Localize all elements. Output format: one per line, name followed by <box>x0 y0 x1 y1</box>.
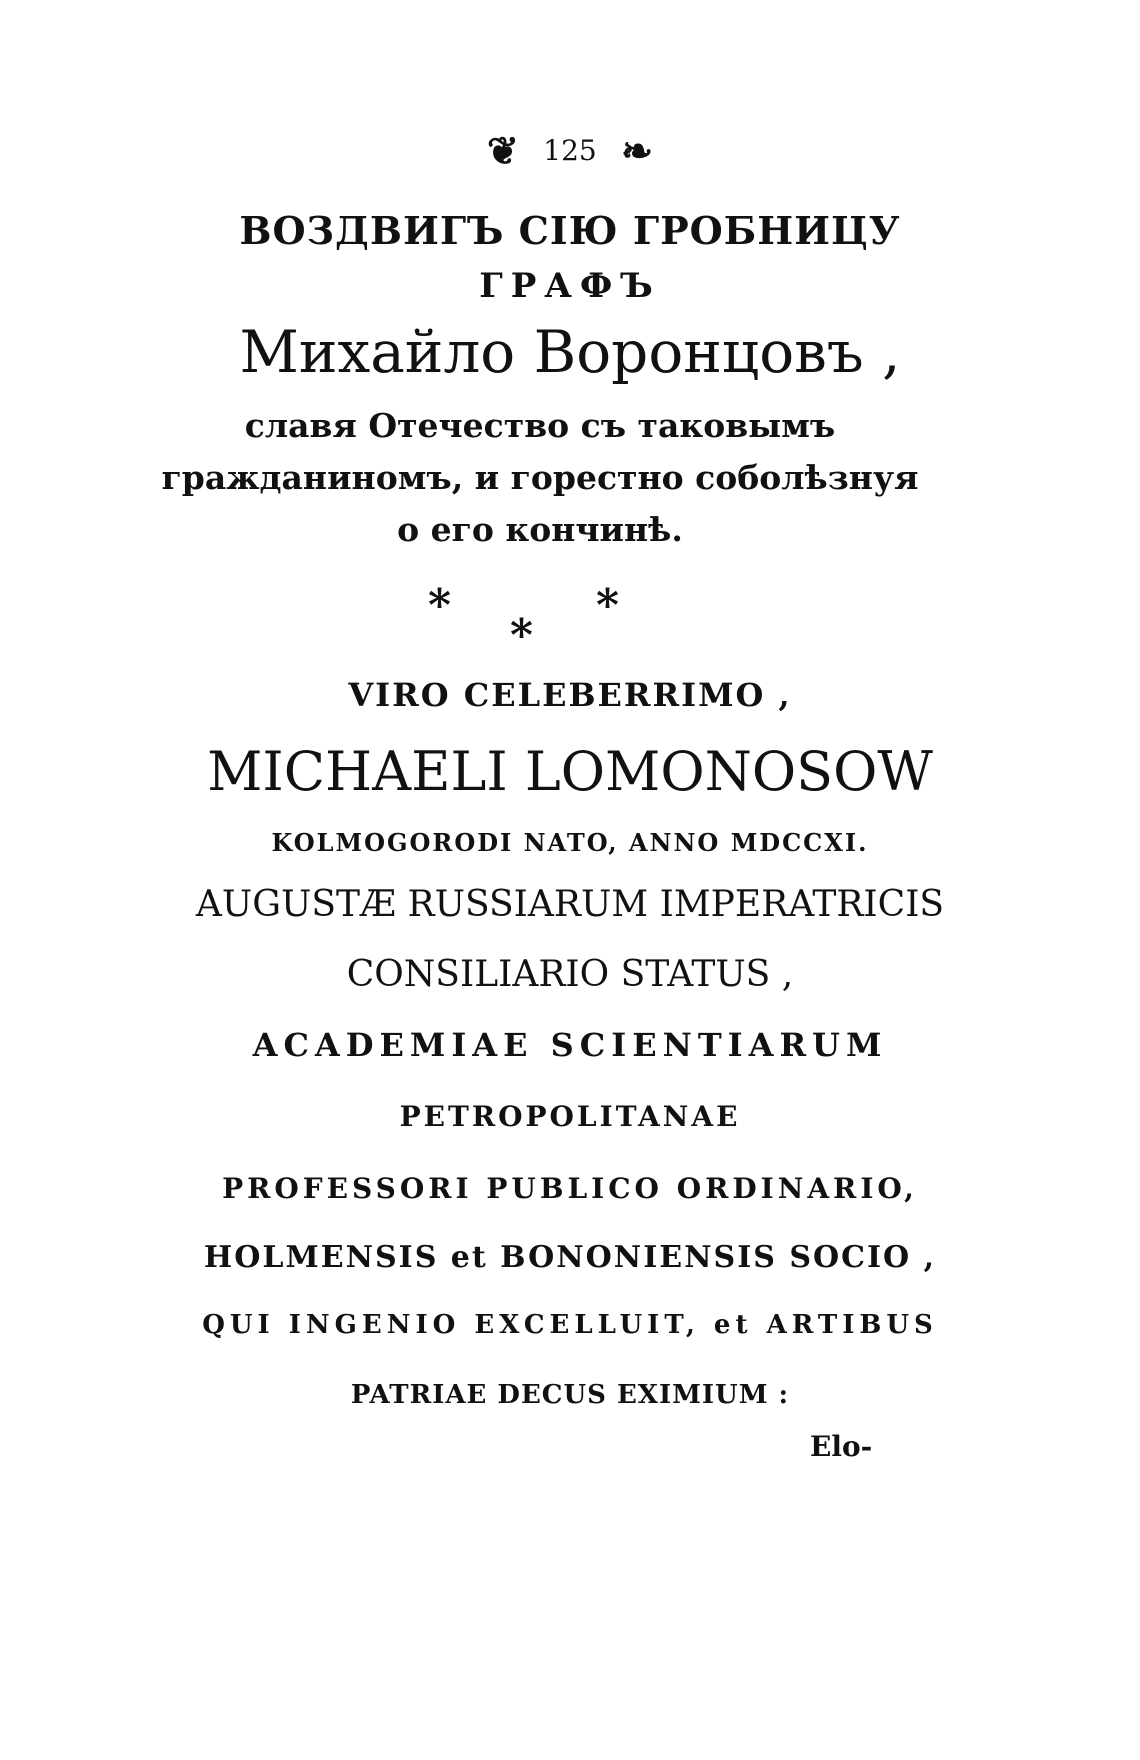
russian-name-line: Михайло Воронцовъ , <box>239 318 901 386</box>
russian-paragraph: славя Отечество съ таковымъ гражданиномъ, и горестно соболѣзнуя о его кончинѣ. <box>161 406 919 549</box>
latin-line-3: KOLMOGORODI NATO, ANNO MDCCXI. <box>271 828 869 857</box>
russian-line-2: ГРАФЪ <box>479 266 661 306</box>
latin-line-1: VIRO CELEBERRIMO , <box>348 676 792 714</box>
ornament-right-icon: ❧ <box>621 128 654 173</box>
star-center: * <box>510 610 534 661</box>
star-right: * <box>596 580 620 631</box>
catchword: Elo- <box>810 1430 873 1463</box>
latin-line-4: AUGUSTÆ RUSSIARUM IMPERATRICIS <box>195 884 945 925</box>
latin-line-7: PETROPOLITANAE <box>399 1100 741 1133</box>
latin-name-line: MICHAELI LOMONOSOW <box>207 740 933 803</box>
latin-line-8: PROFESSORI PUBLICO ORDINARIO, <box>222 1172 918 1205</box>
latin-line-11: PATRIAE DECUS EXIMIUM : <box>350 1380 790 1410</box>
asterism-divider <box>0 580 1140 660</box>
page-number: 125 <box>543 134 597 167</box>
page-header <box>0 128 1140 173</box>
latin-line-10: QUI INGENIO EXCELLUIT, et ARTIBUS <box>202 1310 938 1340</box>
russian-line-1: ВОЗДВИГЪ СІЮ ГРОБНИЦУ <box>239 208 901 253</box>
latin-line-5: CONSILIARIO STATUS , <box>346 954 794 995</box>
latin-line-6: ACADEMIAE SCIENTIARUM <box>252 1026 888 1064</box>
ornament-left-icon: ❦ <box>486 128 519 173</box>
star-left: * <box>428 580 452 631</box>
latin-line-9: HOLMENSIS et BONONIENSIS SOCIO , <box>203 1240 937 1275</box>
